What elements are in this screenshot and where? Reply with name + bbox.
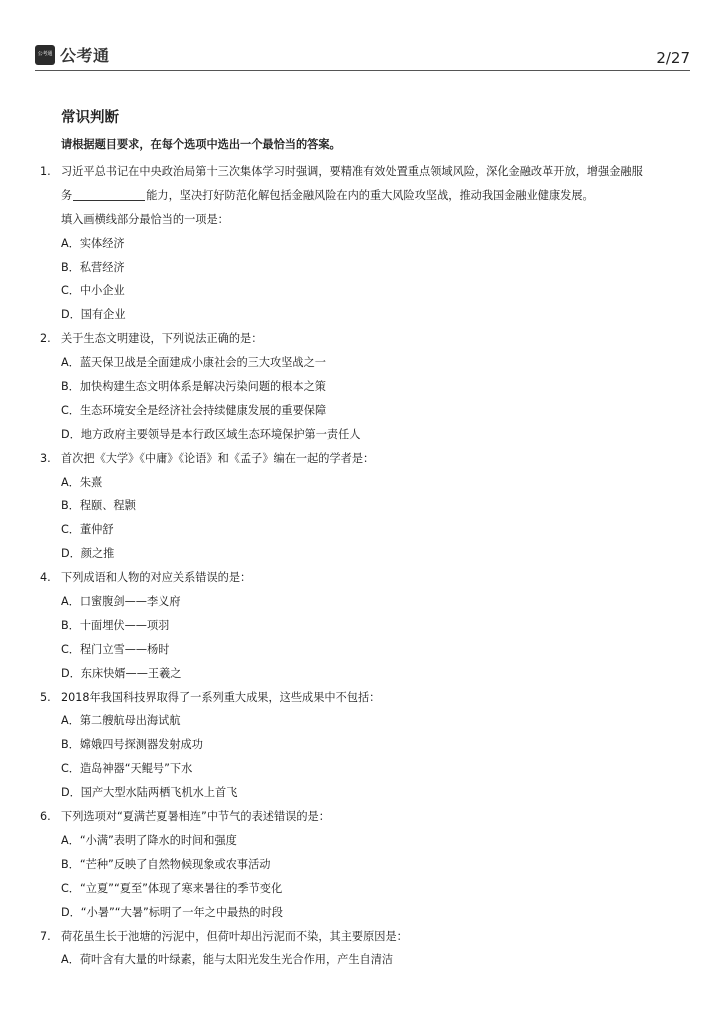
option-text: C．“立夏”“夏至”体现了寒来暑往的季节变化 xyxy=(61,881,283,895)
option-item[interactable] xyxy=(40,399,690,423)
page-header xyxy=(35,40,690,71)
question-text: 荷花虽生长于池塘的污泥中，但荷叶却出污泥而不染，其主要原因是： xyxy=(61,929,408,943)
question-stem xyxy=(40,447,690,471)
option-text: D．国产大型水陆两栖飞机水上首飞 xyxy=(61,786,238,800)
question-number: 5. xyxy=(40,690,51,704)
option-text: D．国有企业 xyxy=(61,308,126,322)
option-item[interactable] xyxy=(40,948,690,972)
option-text: B．私营经济 xyxy=(61,260,125,274)
option-text: A．口蜜腹剑——李义府 xyxy=(61,595,181,609)
option-text: D．地方政府主要领导是本行政区域生态环境保护第一责任人 xyxy=(61,427,361,441)
option-text: D．“小暑”“大暑”标明了一年之中最热的时段 xyxy=(61,905,283,919)
question-text: 2018年我国科技界取得了一系列重大成果，这些成果中不包括： xyxy=(61,690,381,704)
option-text: C．中小企业 xyxy=(61,284,125,298)
question-number: 6. xyxy=(40,810,51,824)
question-number: 4. xyxy=(40,571,51,585)
question-text: 首次把《大学》《中庸》《论语》和《孟子》编在一起的学者是： xyxy=(61,451,375,465)
question-text: 习近平总书记在中央政治局第十三次集体学习时强调，要精准有效处置重点领域风险，深化金融改革开放，增强金融服 xyxy=(61,165,643,178)
option-text: C．董仲舒 xyxy=(61,523,114,537)
option-item[interactable] xyxy=(40,590,690,614)
section-title: 常识判断 xyxy=(61,109,119,126)
option-item[interactable] xyxy=(40,901,690,925)
question-list xyxy=(40,160,690,972)
option-item[interactable] xyxy=(40,709,690,733)
option-item[interactable] xyxy=(40,733,690,757)
question-number: 2. xyxy=(40,332,51,346)
option-item[interactable] xyxy=(40,375,690,399)
option-item[interactable] xyxy=(40,256,690,280)
question-number: 7. xyxy=(40,929,51,943)
option-text: D．颜之推 xyxy=(61,547,115,561)
question-text: 下列成语和人物的对应关系错误的是： xyxy=(61,571,252,585)
option-text: A．第二艘航母出海试航 xyxy=(61,714,181,728)
question-stem xyxy=(40,327,690,351)
option-item[interactable] xyxy=(40,471,690,495)
option-text: A．实体经济 xyxy=(61,236,125,250)
option-item[interactable] xyxy=(40,614,690,638)
question-stem xyxy=(40,925,690,949)
question-text: 关于生态文明建设，下列说法正确的是： xyxy=(61,332,263,346)
option-item[interactable] xyxy=(40,877,690,901)
option-text: B．加快构建生态文明体系是解决污染问题的根本之策 xyxy=(61,380,326,394)
option-item[interactable] xyxy=(40,518,690,542)
option-item[interactable] xyxy=(40,232,690,256)
question-text: 下列选项对“夏满芒夏暑相连”中节气的表述错误的是： xyxy=(61,810,330,824)
question-stem-continuation xyxy=(40,184,690,208)
option-text: B．嫦娥四号探测器发射成功 xyxy=(61,738,203,752)
question-number: 1. xyxy=(40,165,51,178)
logo-badge-icon: 公考通 xyxy=(35,45,55,65)
answer-blank xyxy=(73,186,145,201)
question-stem xyxy=(40,686,690,710)
prompt-text: 填入画横线部分最恰当的一项是： xyxy=(61,212,229,226)
question-text: 能力，坚决打好防范化解包括金融风险在内的重大风险攻坚战，推动我国金融业健康发展。 xyxy=(146,188,594,202)
option-item[interactable] xyxy=(40,757,690,781)
question-text: 务 xyxy=(61,188,73,202)
option-item[interactable] xyxy=(40,279,690,303)
option-item[interactable] xyxy=(40,781,690,805)
option-text: D．东床快婿——王羲之 xyxy=(61,666,182,680)
question-stem xyxy=(40,805,690,829)
option-text: B．“芒种”反映了自然物候现象或农事活动 xyxy=(61,857,271,871)
option-text: C．程门立雪——杨时 xyxy=(61,642,170,656)
option-item[interactable] xyxy=(40,494,690,518)
option-text: A．荷叶含有大量的叶绿素，能与太阳光发生光合作用，产生自清洁 xyxy=(61,953,394,967)
option-item[interactable] xyxy=(40,351,690,375)
option-item[interactable] xyxy=(40,853,690,877)
option-text: C．生态环境安全是经济社会持续健康发展的重要保障 xyxy=(61,403,327,417)
option-text: C．造岛神器“天鲲号”下水 xyxy=(61,762,193,776)
option-item[interactable] xyxy=(40,542,690,566)
option-text: B．程颐、程颢 xyxy=(61,499,136,513)
option-item[interactable] xyxy=(40,829,690,853)
option-text: A．蓝天保卫战是全面建成小康社会的三大攻坚战之一 xyxy=(61,356,326,370)
page-number: 2/27 xyxy=(656,49,690,67)
option-text: B．十面埋伏——项羽 xyxy=(61,618,170,632)
question-prompt xyxy=(40,208,690,232)
question-stem xyxy=(40,566,690,590)
option-item[interactable] xyxy=(40,423,690,447)
option-item[interactable] xyxy=(40,303,690,327)
logo-text: 公考通 xyxy=(60,46,110,65)
option-text: A．朱熹 xyxy=(61,475,103,489)
question-number: 3. xyxy=(40,451,51,465)
question-stem xyxy=(40,160,690,184)
option-item[interactable] xyxy=(40,638,690,662)
brand-logo xyxy=(35,43,110,66)
option-text: A．“小满”表明了降水的时间和强度 xyxy=(61,833,237,847)
option-item[interactable] xyxy=(40,662,690,686)
section-instructions: 请根据题目要求，在每个选项中选出一个最恰当的答案。 xyxy=(61,137,341,151)
